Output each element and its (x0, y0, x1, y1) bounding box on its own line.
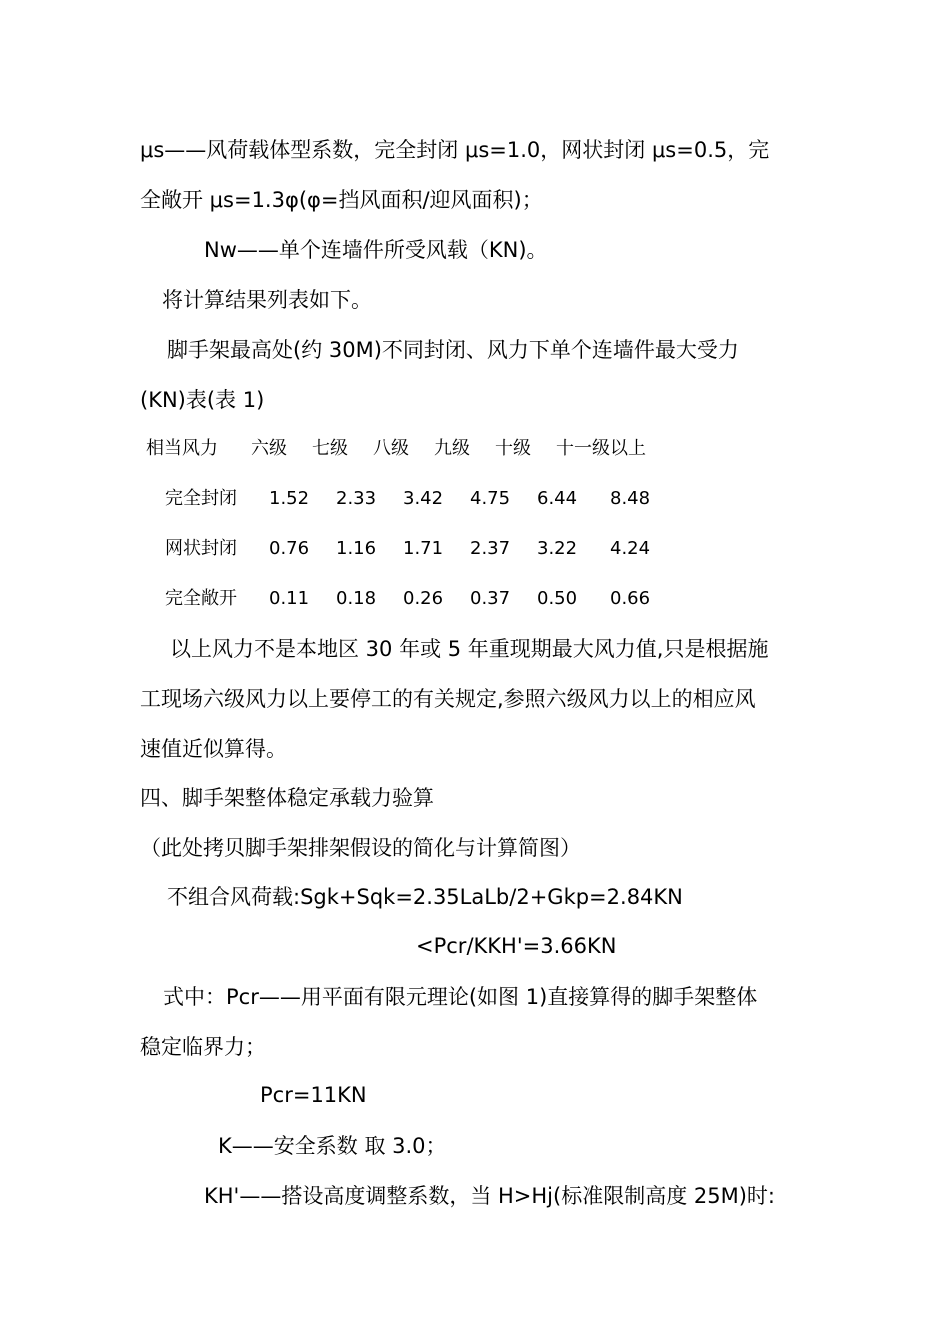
table-cell: 1.16 (336, 538, 377, 559)
table-cell: 6.44 (537, 488, 578, 509)
para-table-intro: 将计算结果列表如下。 (162, 288, 372, 312)
table-cell: 4.75 (470, 488, 511, 509)
table-cell: 3.22 (537, 538, 578, 559)
para-wind-note-line2: 工现场六级风力以上要停工的有关规定,参照六级风力以上的相应风 (140, 687, 756, 711)
table-header-cell: 十级 (495, 438, 531, 459)
table-header-cell: 相当风力 (146, 438, 218, 459)
para-mus-definition-line1: μs——风荷载体型系数，完全封闭 μs=1.0，网状封闭 μs=0.5，完 (140, 138, 770, 162)
table-cell: 8.48 (610, 488, 651, 509)
table-cell: 3.42 (403, 488, 444, 509)
table-caption-line1: 脚手架最高处(约 30M)不同封闭、风力下单个连墙件最大受力 (167, 338, 739, 362)
para-pcr-definition-line1: 式中：Pcr——用平面有限元理论(如图 1)直接算得的脚手架整体 (163, 985, 758, 1009)
section-heading: 四、脚手架整体稳定承载力验算 (140, 786, 434, 810)
table-header-cell: 七级 (312, 438, 348, 459)
para-wind-note-line3: 速值近似算得。 (140, 737, 287, 761)
table-header-cell: 十一级以上 (556, 438, 646, 459)
para-wind-note-line1: 以上风力不是本地区 30 年或 5 年重现期最大风力值,只是根据施 (170, 637, 769, 661)
table-row-label: 网状封闭 (165, 538, 237, 559)
table-cell: 0.66 (610, 588, 651, 609)
table-header-cell: 八级 (373, 438, 409, 459)
table-caption-line2: (KN)表(表 1) (140, 388, 265, 412)
table-cell: 0.11 (269, 588, 310, 609)
para-k-definition: K——安全系数 取 3.0； (218, 1134, 447, 1158)
table-cell: 0.18 (336, 588, 377, 609)
table-cell: 2.37 (470, 538, 511, 559)
table-cell: 1.52 (269, 488, 310, 509)
table-header-cell: 九级 (434, 438, 470, 459)
para-pcr-definition-line2: 稳定临界力； (140, 1035, 266, 1059)
table-cell: 0.76 (269, 538, 310, 559)
para-nw-definition: Nw——单个连墙件所受风载（KN)。 (204, 238, 548, 262)
formula-pcr-value: Pcr=11KN (260, 1083, 367, 1107)
formula-load: 不组合风荷载:Sgk+Sqk=2.35LaLb/2+Gkp=2.84KN (167, 885, 683, 909)
table-cell: 0.26 (403, 588, 444, 609)
table-row-label: 完全封闭 (165, 488, 237, 509)
table-cell: 4.24 (610, 538, 651, 559)
table-row-label: 完全敞开 (165, 588, 237, 609)
table-cell: 2.33 (336, 488, 377, 509)
para-mus-definition-line2: 全敞开 μs=1.3φ(φ=挡风面积/迎风面积)； (140, 188, 543, 212)
table-cell: 1.71 (403, 538, 444, 559)
table-cell: 0.37 (470, 588, 511, 609)
table-cell: 0.50 (537, 588, 578, 609)
formula-limit: <Pcr/KKH'=3.66KN (416, 934, 617, 958)
para-kh-definition: KH'——搭设高度调整系数，当 H>Hj(标准限制高度 25M)时: (204, 1184, 775, 1208)
table-header-cell: 六级 (251, 438, 287, 459)
para-placeholder-note: （此处拷贝脚手架排架假设的简化与计算简图） (140, 836, 581, 860)
